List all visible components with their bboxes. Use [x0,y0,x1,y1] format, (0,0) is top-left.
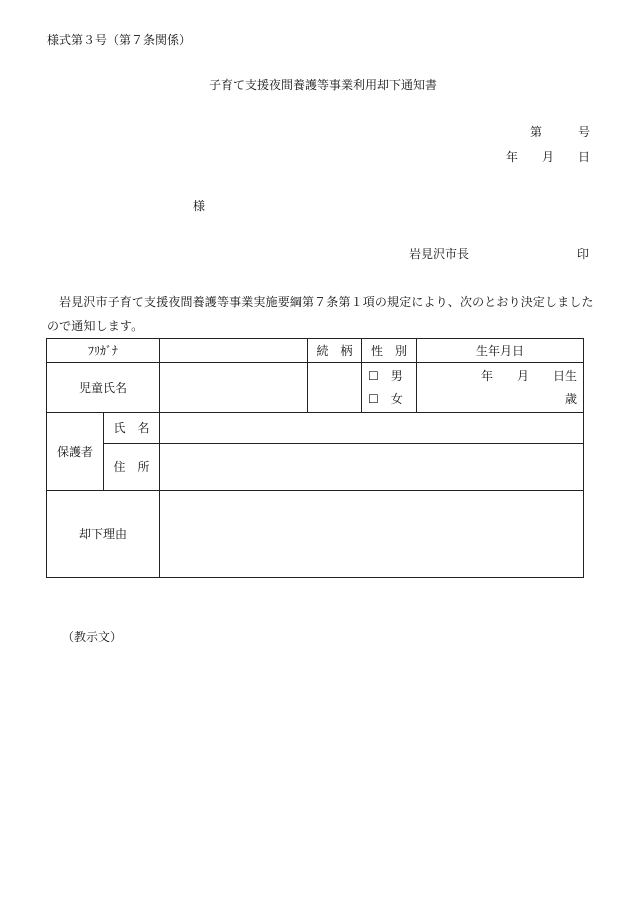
dob-value [417,363,584,413]
issuer-name: 岩見沢市長 [409,247,470,261]
issuer-seal: 印 [577,247,590,261]
furigana-value [160,339,308,363]
gender-male-checkbox[interactable]: ☐ 男 [368,368,403,383]
instruction-note: （教示文） [62,630,123,644]
document-title: 子育て支援夜間養護等事業利用却下通知書 [208,78,437,92]
child-name-value [160,363,308,413]
document-number: 第 号 [529,125,590,139]
age-value: 歳 [565,391,578,406]
child-name-label: 児童氏名 [47,363,160,413]
dob-label: 生年月日 [417,339,584,363]
document-date: 年 月 日 [505,150,590,164]
guardian-name-label: 氏 名 [104,413,160,444]
relationship-label: 続 柄 [308,339,362,363]
rejection-reason-label: 却下理由 [47,491,160,578]
guardian-address-value [160,444,584,491]
rejection-reason-value [160,491,584,578]
gender-female-checkbox[interactable]: ☐ 女 [368,391,403,406]
relationship-value [308,363,362,413]
guardian-address-label: 住 所 [104,444,160,491]
body-text-line-2: ので通知します。 [47,319,144,333]
gender-options [362,363,417,413]
guardian-label: 保護者 [47,413,104,491]
form-number: 様式第３号（第７条関係） [47,33,192,47]
dob-date-value: 年 月 日生 [481,368,578,383]
furigana-label: ﾌﾘｶﾞﾅ [47,339,160,363]
body-text-line-1: 岩見沢市子育て支援夜間養護等事業実施要綱第７条第１項の規定により、次のとおり決定しました [59,295,594,309]
notification-table [46,338,584,578]
guardian-name-value [160,413,584,444]
gender-label: 性 別 [362,339,417,363]
addressee-suffix: 様 [193,199,206,213]
